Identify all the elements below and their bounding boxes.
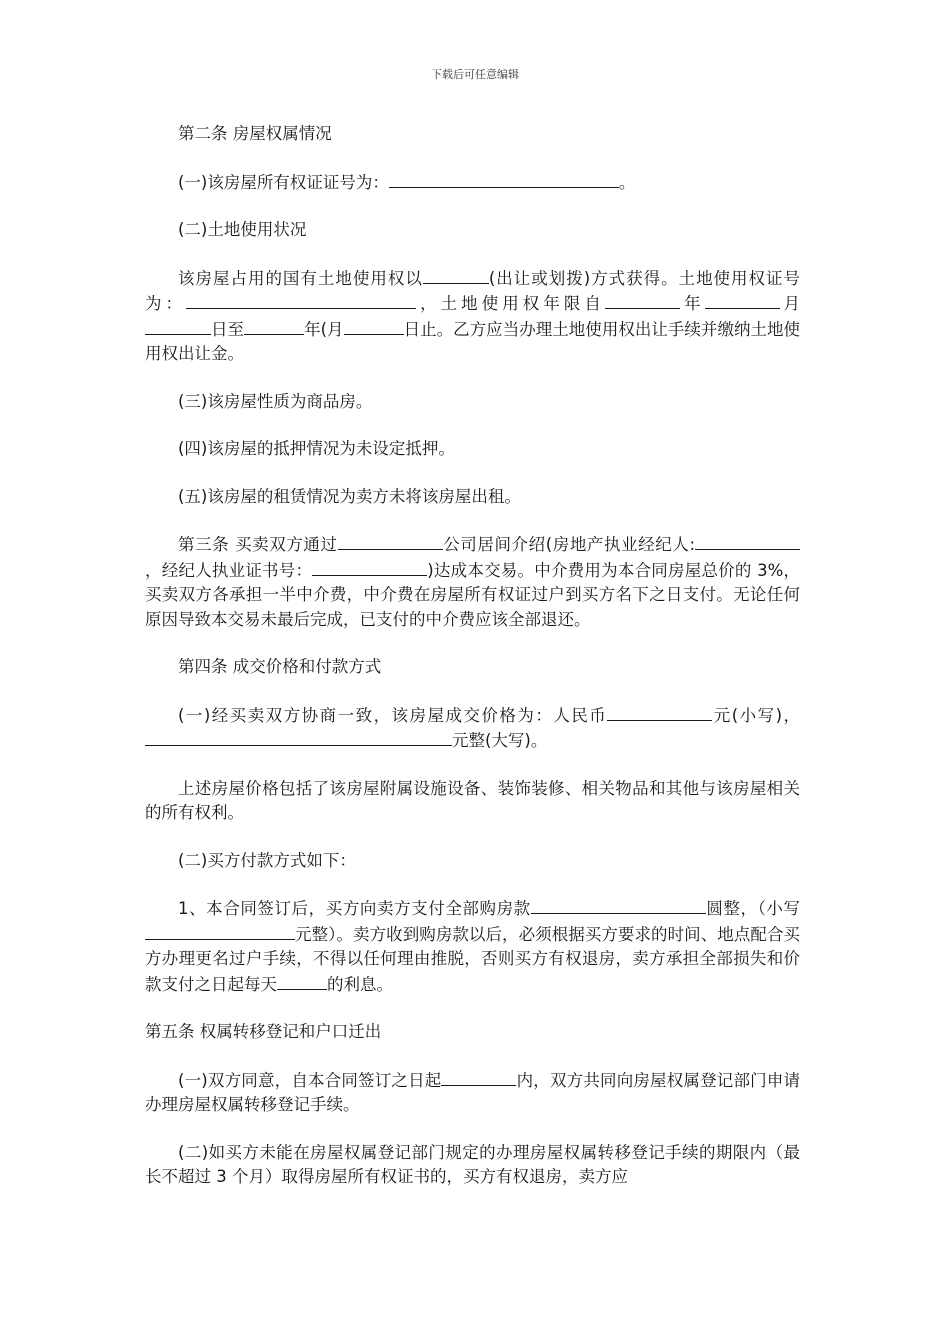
certificate-number-blank bbox=[389, 170, 619, 188]
paragraph-text: (出让或划拨)方式获得。土地使用权证号为： bbox=[145, 268, 801, 313]
price-uppercase-blank bbox=[145, 728, 452, 746]
paragraph-text: 公司居间介绍(房地产执业经纪人: bbox=[442, 535, 696, 554]
price-scope-paragraph bbox=[145, 777, 800, 826]
paragraph-text: 第二条 房屋权属情况 bbox=[178, 124, 332, 143]
paragraph-text: 元(小写)， bbox=[712, 705, 801, 725]
article-3 bbox=[145, 532, 800, 632]
paragraph-text: (五)该房屋的租赁情况为卖方未将该房屋出租。 bbox=[178, 486, 521, 506]
registration-period-blank bbox=[441, 1068, 516, 1086]
paragraph-text: 第四条 成交价格和付款方式 bbox=[178, 657, 382, 676]
paragraph-text: (一)该房屋所有权证证号为： bbox=[178, 172, 389, 192]
clause-4-1 bbox=[145, 703, 800, 754]
article-2-title bbox=[145, 122, 800, 147]
payment-item-1 bbox=[145, 896, 800, 997]
paragraph-text: 第五条 权属转移登记和户口迁出 bbox=[145, 1022, 382, 1041]
clause-2-5 bbox=[145, 485, 800, 510]
paragraph-text: 年(月 bbox=[304, 319, 344, 339]
price-lowercase-blank bbox=[607, 703, 712, 721]
broker-cert-blank bbox=[312, 558, 427, 576]
paragraph-text: 的利息。 bbox=[327, 974, 393, 994]
agency-company-blank bbox=[338, 532, 443, 550]
paragraph-text: ，土地使用权年限自 bbox=[416, 294, 605, 313]
paragraph-text: )达成本交易。中介费用为本合同房屋总价的 3%，买卖双方各承担一半中介费，中介费在房屋所有权证过户到买方名下之日支付。无论任何原因导致本交易未最后完成，已支付的中介费应该全部退还。 bbox=[145, 560, 801, 629]
paragraph-text: 元整）。卖方收到购房款以后，必须根据买方要求的时间、地点配合买方办理更名过户手续，不得以任何理由推脱，否则买方有权退房，卖方承担全部损失和价款支付之日起每天 bbox=[145, 924, 800, 994]
article-5-title bbox=[145, 1020, 800, 1045]
clause-2-4 bbox=[145, 437, 800, 462]
contract-body bbox=[145, 122, 800, 1213]
paragraph-text: (二)土地使用状况 bbox=[178, 220, 307, 239]
acquisition-method-blank bbox=[423, 266, 489, 284]
paragraph-text: 月 bbox=[779, 294, 801, 313]
article-4-title bbox=[145, 655, 800, 680]
paragraph-text: 年 bbox=[679, 294, 705, 313]
end-year-blank bbox=[244, 317, 304, 335]
page-header: 下载后可任意编辑 bbox=[431, 68, 519, 81]
clause-5-1 bbox=[145, 1068, 800, 1118]
paragraph-text: 日至 bbox=[211, 319, 245, 339]
paragraph-text: (一)经买卖双方协商一致，该房屋成交价格为：人民币 bbox=[178, 705, 608, 725]
paragraph-text: 上述房屋价格包括了该房屋附属设施设备、装饰装修、相关物品和其他与该房屋相关的所有权利。 bbox=[145, 778, 800, 822]
payment-lowercase-blank bbox=[145, 922, 295, 940]
payment-amount-blank bbox=[531, 896, 706, 914]
end-day-blank bbox=[344, 317, 404, 335]
land-cert-number-blank bbox=[186, 291, 416, 309]
paragraph-text: 日止。乙方应当办理土地使用权出让手续并缴纳土地使用权出让金。 bbox=[145, 319, 801, 363]
start-day-blank bbox=[145, 317, 211, 335]
start-month-blank bbox=[705, 291, 780, 309]
paragraph-text: 1、本合同签订后，买方向卖方支付全部购房款 bbox=[178, 899, 531, 918]
clause-2-2 bbox=[145, 218, 800, 243]
paragraph-text: 第三条 买卖双方通过 bbox=[178, 535, 338, 554]
paragraph-text: 内，双方共同向房屋权属登记部门申请办理房屋权属转移登记手续。 bbox=[145, 1070, 801, 1114]
start-year-blank bbox=[605, 291, 680, 309]
clause-5-2 bbox=[145, 1141, 800, 1190]
interest-rate-blank bbox=[277, 972, 327, 990]
paragraph-text: 圆整，（小写 bbox=[705, 899, 801, 918]
paragraph-text: 该房屋占用的国有土地使用权以 bbox=[178, 268, 423, 288]
clause-2-3 bbox=[145, 390, 800, 415]
paragraph-text: (二)如买方未能在房屋权属登记部门规定的办理房屋权属转移登记手续的期限内（最长不超过 3 个月）取得房屋所有权证书的，买方有权退房，卖方应 bbox=[145, 1142, 800, 1186]
paragraph-text: (四)该房屋的抵押情况为未设定抵押。 bbox=[178, 439, 455, 458]
clause-4-2 bbox=[145, 849, 800, 874]
paragraph-text: (三)该房屋性质为商品房。 bbox=[178, 391, 373, 411]
paragraph-text: 元整(大写)。 bbox=[452, 731, 548, 750]
land-use-paragraph bbox=[145, 266, 800, 367]
paragraph-text: ，经纪人执业证书号： bbox=[145, 560, 313, 580]
paragraph-text: (二)买方付款方式如下： bbox=[178, 850, 356, 870]
clause-2-1 bbox=[145, 170, 800, 196]
broker-name-blank bbox=[695, 532, 800, 550]
paragraph-text: 。 bbox=[618, 172, 636, 192]
paragraph-text: (一)双方同意，自本合同签订之日起 bbox=[178, 1070, 442, 1090]
